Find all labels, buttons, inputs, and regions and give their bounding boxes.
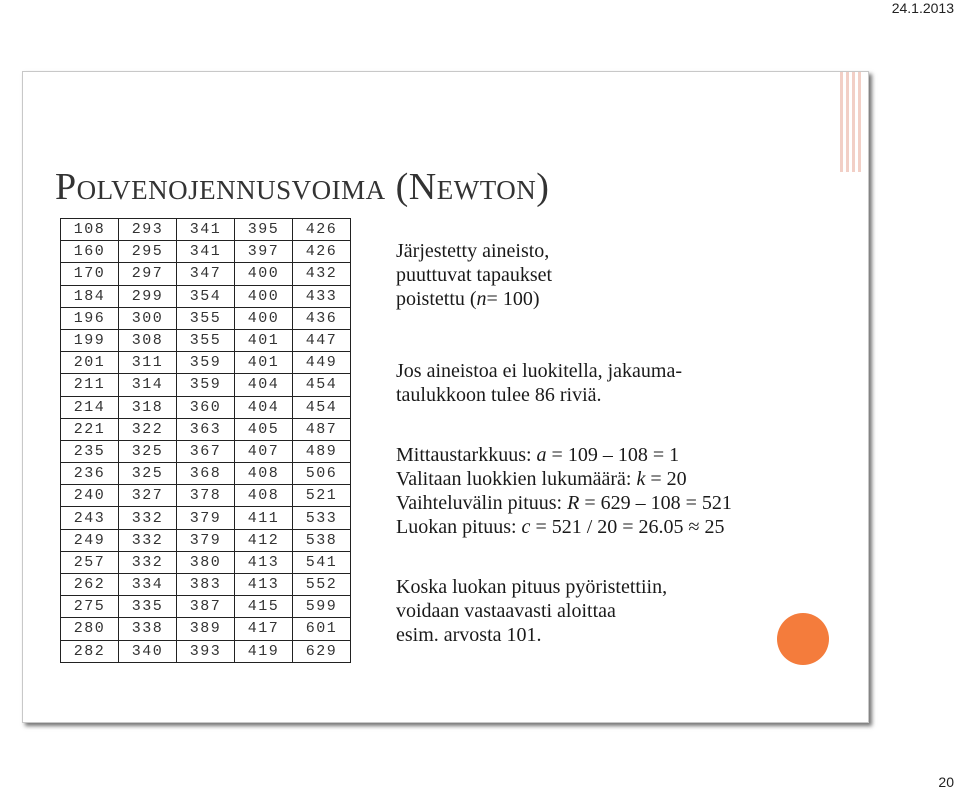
- table-cell: 280: [61, 618, 119, 640]
- slide: [22, 71, 869, 723]
- table-cell: 199: [61, 329, 119, 351]
- table-cell: 383: [177, 574, 235, 596]
- table-cell: 380: [177, 551, 235, 573]
- table-cell: 327: [119, 485, 177, 507]
- text-line: [396, 287, 552, 311]
- text-fragment: = 629 – 108 = 521: [579, 492, 732, 514]
- table-cell: 387: [177, 596, 235, 618]
- table-cell: 407: [235, 440, 293, 462]
- table-cell: 299: [119, 285, 177, 307]
- text-line: Koska luokan pituus pyöristettiin,: [396, 576, 668, 598]
- table-row: [61, 618, 351, 640]
- text-line: taulukkoon tulee 86 riviä.: [396, 384, 602, 406]
- table-cell: 400: [235, 307, 293, 329]
- text-fragment: poistettu (: [396, 288, 477, 310]
- math-variable: n: [476, 288, 487, 310]
- table-cell: 400: [235, 263, 293, 285]
- table-row: [61, 241, 351, 263]
- table-row: [61, 596, 351, 618]
- table-cell: 487: [293, 418, 351, 440]
- table-row: [61, 551, 351, 573]
- math-variable: c: [521, 516, 531, 538]
- table-cell: 400: [235, 285, 293, 307]
- text-line: voidaan vastaavasti aloittaa: [396, 600, 616, 622]
- math-variable: R: [567, 492, 580, 514]
- table-cell: 322: [119, 418, 177, 440]
- table-cell: 341: [177, 241, 235, 263]
- table-cell: 355: [177, 307, 235, 329]
- table-cell: 601: [293, 618, 351, 640]
- decorative-bar: [840, 72, 843, 172]
- table-cell: 240: [61, 485, 119, 507]
- table-cell: 359: [177, 374, 235, 396]
- text-line: [396, 515, 732, 539]
- table-cell: 201: [61, 352, 119, 374]
- header-date: 24.1.2013: [891, 0, 954, 16]
- title-part: EWTON: [436, 175, 537, 205]
- table-cell: 275: [61, 596, 119, 618]
- text-line: esim. arvosta 101.: [396, 624, 542, 646]
- table-cell: 489: [293, 440, 351, 462]
- table-cell: 363: [177, 418, 235, 440]
- table-cell: 413: [235, 551, 293, 573]
- table-cell: 401: [235, 352, 293, 374]
- table-cell: 347: [177, 263, 235, 285]
- text-line: Järjestetty aineisto,: [396, 240, 550, 262]
- table-cell: 211: [61, 374, 119, 396]
- table-cell: 338: [119, 618, 177, 640]
- decorative-bar: [846, 72, 849, 172]
- table-cell: 368: [177, 463, 235, 485]
- table-cell: 395: [235, 219, 293, 241]
- table-cell: 341: [177, 219, 235, 241]
- table-cell: 405: [235, 418, 293, 440]
- table-cell: 160: [61, 241, 119, 263]
- table-cell: 449: [293, 352, 351, 374]
- table-cell: 393: [177, 640, 235, 662]
- text-fragment: = 100): [486, 288, 540, 310]
- table-cell: 412: [235, 529, 293, 551]
- text-fragment: = 109 – 108 = 1: [546, 444, 680, 466]
- table-cell: 293: [119, 219, 177, 241]
- table-cell: 417: [235, 618, 293, 640]
- table-cell: 404: [235, 396, 293, 418]
- table-row: [61, 352, 351, 374]
- table-cell: 367: [177, 440, 235, 462]
- table-cell: 257: [61, 551, 119, 573]
- table-cell: 236: [61, 463, 119, 485]
- table-cell: 379: [177, 507, 235, 529]
- title-part: ): [536, 166, 550, 208]
- table-cell: 221: [61, 418, 119, 440]
- table-cell: 433: [293, 285, 351, 307]
- table-row: [61, 219, 351, 241]
- table-cell: 426: [293, 241, 351, 263]
- table-cell: 432: [293, 263, 351, 285]
- table-cell: 334: [119, 574, 177, 596]
- table-cell: 419: [235, 640, 293, 662]
- table-cell: 401: [235, 329, 293, 351]
- table-cell: 359: [177, 352, 235, 374]
- table-cell: 415: [235, 596, 293, 618]
- page-number: 20: [938, 774, 954, 790]
- text-fragment: Luokan pituus:: [396, 516, 522, 538]
- table-cell: 408: [235, 485, 293, 507]
- title-part: (N: [395, 166, 437, 208]
- table-cell: 533: [293, 507, 351, 529]
- text-fragment: = 521 / 20 = 26.05 ≈ 25: [530, 516, 725, 538]
- table-cell: 335: [119, 596, 177, 618]
- table-cell: 332: [119, 529, 177, 551]
- table-row: [61, 329, 351, 351]
- table-cell: 413: [235, 574, 293, 596]
- sample-description: [396, 239, 552, 311]
- table-cell: 447: [293, 329, 351, 351]
- table-cell: 354: [177, 285, 235, 307]
- table-row: [61, 374, 351, 396]
- table-cell: 314: [119, 374, 177, 396]
- text-fragment: Mittaustarkkuus:: [396, 444, 537, 466]
- table-cell: 282: [61, 640, 119, 662]
- table-row: [61, 440, 351, 462]
- text-line: puuttuvat tapaukset: [396, 264, 553, 286]
- table-cell: 235: [61, 440, 119, 462]
- table-cell: 243: [61, 507, 119, 529]
- text-fragment: = 20: [645, 468, 687, 490]
- table-cell: 108: [61, 219, 119, 241]
- text-line: Jos aineistoa ei luokitella, jakauma-: [396, 360, 683, 382]
- table-cell: 249: [61, 529, 119, 551]
- table-cell: 184: [61, 285, 119, 307]
- table-cell: 629: [293, 640, 351, 662]
- table-cell: 378: [177, 485, 235, 507]
- table-cell: 196: [61, 307, 119, 329]
- table-cell: 552: [293, 574, 351, 596]
- slide-title: [55, 165, 549, 209]
- table-cell: 355: [177, 329, 235, 351]
- table-cell: 214: [61, 396, 119, 418]
- table-cell: 332: [119, 551, 177, 573]
- table-row: [61, 485, 351, 507]
- table-cell: 454: [293, 374, 351, 396]
- table-cell: 541: [293, 551, 351, 573]
- table-row: [61, 463, 351, 485]
- no-classification-note: [396, 359, 682, 407]
- table-cell: 311: [119, 352, 177, 374]
- table-cell: 436: [293, 307, 351, 329]
- table-row: [61, 263, 351, 285]
- text-line: [396, 491, 732, 515]
- table-cell: 411: [235, 507, 293, 529]
- math-variable: a: [536, 444, 547, 466]
- text-line: [396, 443, 732, 467]
- table-cell: 599: [293, 596, 351, 618]
- table-cell: 170: [61, 263, 119, 285]
- class-calculation: [396, 443, 732, 539]
- table-cell: 325: [119, 463, 177, 485]
- table-cell: 521: [293, 485, 351, 507]
- decorative-bar: [858, 72, 861, 172]
- table-cell: 300: [119, 307, 177, 329]
- table-cell: 295: [119, 241, 177, 263]
- table-cell: 408: [235, 463, 293, 485]
- table-row: [61, 574, 351, 596]
- decorative-bar: [852, 72, 855, 172]
- table-cell: 262: [61, 574, 119, 596]
- text-fragment: Valitaan luokkien lukumäärä:: [396, 468, 637, 490]
- title-part: P: [55, 166, 77, 208]
- text-line: [396, 467, 732, 491]
- table-row: [61, 396, 351, 418]
- table-cell: 308: [119, 329, 177, 351]
- table-cell: 404: [235, 374, 293, 396]
- text-fragment: Vaihteluvälin pituus:: [396, 492, 568, 514]
- table-cell: 506: [293, 463, 351, 485]
- table-row: [61, 418, 351, 440]
- table-cell: 297: [119, 263, 177, 285]
- table-cell: 360: [177, 396, 235, 418]
- table-row: [61, 640, 351, 662]
- table-cell: 538: [293, 529, 351, 551]
- decorative-circle: [777, 613, 829, 665]
- table-row: [61, 507, 351, 529]
- table-cell: 454: [293, 396, 351, 418]
- rounding-note: [396, 575, 667, 647]
- table-cell: 340: [119, 640, 177, 662]
- table-cell: 325: [119, 440, 177, 462]
- table-cell: 426: [293, 219, 351, 241]
- table-row: [61, 285, 351, 307]
- data-table: [60, 218, 351, 663]
- table-cell: 318: [119, 396, 177, 418]
- math-variable: k: [636, 468, 646, 490]
- table-cell: 332: [119, 507, 177, 529]
- table-cell: 389: [177, 618, 235, 640]
- table-cell: 397: [235, 241, 293, 263]
- table-row: [61, 529, 351, 551]
- table-cell: 379: [177, 529, 235, 551]
- table-row: [61, 307, 351, 329]
- title-part: OLVENOJENNUSVOIMA: [76, 175, 386, 205]
